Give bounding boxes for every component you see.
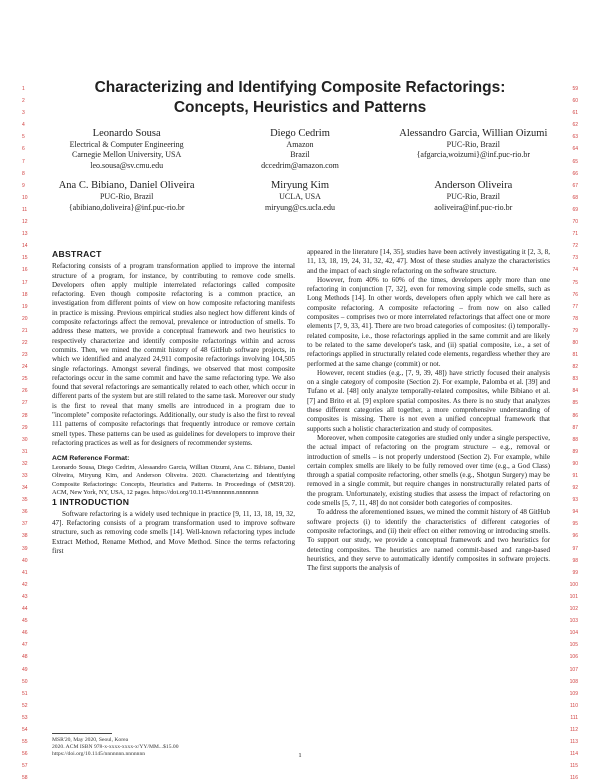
line-number: 47	[22, 642, 28, 649]
introduction-text: Software refactoring is a widely used technique in practice [9, 11, 13, 18, 19, 32, 47]. Refactoring consists of a program transformation used to improve software structure, such as removing code smells [14]. Well-known refactoring types include Extract Method, Rename Method, and Move Method. Since the terms refactoring first	[52, 509, 295, 556]
author-1	[42, 127, 212, 171]
paragraph: To address the aforementioned issues, we mined the commit history of 48 GitHub software projects (i) to identify the characteristics of different categories of composite refactorings, and (ii) their effect on either removing or introducing smells. To support our study, we provide a conceptual framework and two heuristics for detecting composites. The heuristics are named commit-based and range-based heuristics, and they serve to automatically identify composites in software projects. The first supports the analysis of	[307, 508, 550, 573]
line-number: 55	[22, 739, 28, 746]
author-institution: Carnegie Mellon University, USA	[72, 150, 182, 160]
line-number: 35	[22, 497, 28, 504]
author-name: Alessandro Garcia, Willian Oizumi	[399, 128, 548, 139]
line-number: 108	[569, 678, 578, 685]
line-number: 27	[22, 400, 28, 407]
line-number: 68	[572, 194, 578, 201]
line-number: 39	[22, 545, 28, 552]
line-number: 60	[572, 98, 578, 105]
author-4	[42, 179, 212, 213]
line-number: 94	[572, 509, 578, 516]
line-number: 14	[22, 243, 28, 250]
line-number: 48	[22, 654, 28, 661]
line-number: 86	[572, 412, 578, 419]
author-email: dccedrim@amazon.com	[261, 160, 339, 170]
author-institution: PUC-Rio, Brazil	[99, 192, 154, 202]
line-number: 9	[22, 182, 25, 189]
line-number: 42	[22, 581, 28, 588]
author-email: {abibiano,doliveira}@inf.puc-rio.br	[68, 202, 185, 212]
abstract-text: Refactoring consists of a program transformation applied to improve the internal structure of a program, for instance, by contributing to remove code smells. Developers often apply multiple interrelated refactorings called composite refactoring. Even though composite refactoring is a common practice, an investigation from different points of view on how composite refactoring manifests in practice is missing. Previous empirical studies also neglect how different kinds of composite refactorings affect the removal, prevalence or introduction of smells. To address these matters, we provide a conceptual framework and two heuristics to respectively characterize and identify composite refactorings within and across commits. Then, we mined the commit history of 48 GitHub software projects, in which we identified and analyzed 24,911 composite refactorings involving 104,505 single refactorings. Amongst several findings, we observed that most composite refactorings occur in the same commit and have the same refactoring type. We also found that several refactorings are semantically related to each other, which occur in different parts of the system but are still related to the same task. Moreover our study is the first to reveal that many smells are introduced in a program due to "incomplete" composite refactorings. Additionally, our study is also the first to reveal 111 patterns of composite refactorings that frequently introduce or remove certain smell types. These patterns can be used as guidelines for developers to improve their refactoring practices as well as for designers of recommender systems.	[52, 262, 295, 447]
author-name: Leonardo Sousa	[92, 128, 161, 139]
acm-reference-heading: ACM Reference Format:	[52, 455, 130, 463]
paragraph: Moreover, when composite categories are studied only under a single perspective, the actual impact of refactoring on the program structure – e.g., removal or introduction of smells – is not properly understood (Section 2). For example, while certain complex smells are likely to be fully removed over time (e.g., a God Class) through a spatial composite refactoring, other smells (e.g., Shotgun Surgery) may be removed in a single commit, but require changes in nonstructurally related parts of the program. Unfortunately, existing studies that assess the impact of refactoring on code smells [5, 7, 11, 48] do not consider both categories of composites.	[307, 433, 550, 508]
line-number: 79	[572, 327, 578, 334]
line-number: 8	[22, 170, 25, 177]
line-number: 87	[572, 424, 578, 431]
line-number: 95	[572, 521, 578, 528]
line-number: 36	[22, 509, 28, 516]
line-number: 73	[572, 255, 578, 262]
line-number: 109	[569, 690, 578, 697]
introduction-heading: 1 INTRODUCTION	[52, 496, 130, 507]
footnote-divider	[52, 733, 112, 734]
author-name: Anderson Oliveira	[434, 180, 513, 192]
line-number: 33	[22, 473, 28, 479]
author-email: {afgarcia,woizumi}@inf.puc-rio.br	[416, 150, 531, 160]
line-number: 80	[572, 339, 578, 346]
line-number: 77	[572, 303, 578, 310]
paragraph: However, from 40% to 60% of the times, developers apply more than one refactoring in conjunction [7, 32], even for removing simple code smells, such as Long Methods [14]. In other words, developers often apply which we call here as composite refactoring. A composite refactoring – from now on also called composites – comprises two or more interrelated refactorings that affect one or more elements [7, 9, 33, 41]. There are two broad categories of composites: (i) temporally-related composite, i.e., those refactorings applied in the same commit and are likely to be related to the same developer's task, and (ii) spatial composite, i.e., a set of refactorings applied in structurally related code elements, regardless whether they are performed at the same change (commit) or not.	[307, 275, 550, 368]
line-number: 85	[572, 400, 578, 407]
author-dept: Electrical & Computer Engineering	[69, 140, 184, 149]
line-number: 61	[572, 110, 578, 117]
line-number: 20	[22, 315, 28, 322]
abstract-heading: ABSTRACT	[52, 249, 102, 259]
line-number: 93	[572, 497, 578, 504]
author-name: Ana C. Bibiano, Daniel Oliveira	[58, 180, 195, 192]
author-country: Brazil	[290, 150, 310, 160]
line-number: 12	[22, 219, 28, 226]
line-number: 30	[22, 436, 28, 443]
line-number: 3	[22, 110, 25, 117]
line-number: 59	[572, 86, 578, 92]
author-row-2	[40, 179, 560, 213]
line-number: 51	[22, 690, 28, 697]
line-number: 56	[22, 751, 28, 758]
line-number: 105	[569, 642, 578, 649]
line-number: 106	[569, 654, 578, 661]
left-column	[52, 250, 295, 556]
line-number: 78	[572, 315, 578, 322]
line-number: 15	[22, 255, 28, 262]
author-institution: UCLA, USA	[279, 192, 321, 202]
line-number: 58	[22, 775, 28, 782]
line-number: 102	[569, 606, 578, 613]
footnote-line: MSR'20, May 2020, Seoul, Korea	[52, 737, 129, 743]
line-number: 116	[570, 775, 578, 782]
line-number: 83	[572, 376, 578, 383]
line-number: 75	[572, 279, 578, 286]
line-numbers-left	[22, 83, 40, 784]
line-numbers-right	[560, 83, 578, 784]
line-number: 22	[22, 339, 28, 346]
line-number: 53	[22, 714, 28, 721]
line-number: 13	[22, 231, 28, 238]
line-number: 72	[572, 243, 578, 250]
line-number: 7	[22, 158, 25, 165]
line-number: 104	[569, 630, 578, 637]
line-number: 11	[22, 206, 28, 213]
line-number: 40	[22, 557, 28, 564]
line-number: 5	[22, 134, 25, 141]
line-number: 97	[572, 545, 578, 552]
paragraph: appeared in the literature [14, 35], studies have been actively investigating it [2, 3, 8, 11, 13, 18, 19, 24, 31, 32, 42, 47]. Most of these studies analyze the characteristics and the impact of each single refactoring on the software structure.	[307, 248, 550, 275]
line-number: 64	[572, 146, 578, 153]
line-number: 29	[22, 424, 28, 431]
line-number: 24	[22, 364, 28, 371]
page-number: 1	[298, 752, 302, 759]
line-number: 71	[572, 231, 578, 238]
line-number: 41	[22, 569, 28, 576]
line-number: 66	[572, 170, 578, 177]
line-number: 46	[22, 630, 28, 637]
line-number: 37	[22, 521, 28, 528]
footnote-line: https://doi.org/10.1145/nnnnnnn.nnnnnnn	[52, 751, 146, 758]
footnote-line: 2020. ACM ISBN 978-x-xxxx-xxxx-x/YY/MM...$15.00	[52, 744, 179, 751]
line-number: 92	[572, 485, 578, 492]
line-number: 31	[22, 448, 28, 455]
line-number: 82	[572, 364, 578, 371]
line-number: 50	[22, 678, 28, 685]
line-number: 49	[22, 666, 28, 673]
line-number: 23	[22, 352, 28, 359]
author-institution: PUC-Rio, Brazil	[446, 192, 500, 202]
line-number: 17	[22, 279, 28, 286]
author-name: Miryung Kim	[270, 180, 329, 192]
line-number: 4	[22, 122, 25, 129]
line-number: 67	[572, 182, 578, 189]
author-row-1	[40, 127, 560, 171]
line-number: 101	[569, 593, 578, 600]
line-number: 43	[22, 593, 28, 600]
line-number: 84	[572, 388, 578, 395]
line-number: 10	[22, 194, 28, 201]
author-name: Diego Cedrim	[270, 128, 330, 139]
line-number: 113	[570, 739, 578, 746]
author-email: leo.sousa@sv.cmu.edu	[90, 160, 164, 170]
line-number: 99	[572, 569, 578, 576]
line-number: 70	[572, 219, 578, 226]
line-number: 100	[569, 581, 578, 588]
line-number: 54	[22, 726, 28, 733]
line-number: 1	[22, 86, 25, 92]
line-number: 96	[572, 533, 578, 540]
line-number: 88	[572, 436, 578, 443]
line-number: 89	[572, 448, 578, 455]
line-number: 16	[22, 267, 28, 274]
line-number: 45	[22, 618, 28, 625]
author-5	[215, 179, 385, 213]
author-2	[215, 127, 385, 171]
line-number: 52	[22, 702, 28, 709]
line-number: 21	[22, 327, 28, 334]
line-number: 18	[22, 291, 28, 298]
line-number: 19	[22, 303, 28, 310]
line-number: 44	[22, 606, 28, 613]
line-number: 81	[572, 352, 578, 359]
line-number: 6	[22, 146, 25, 153]
line-number: 2	[22, 98, 25, 105]
author-institution: Amazon	[286, 140, 314, 149]
line-number: 34	[22, 485, 28, 492]
line-number: 65	[572, 158, 578, 165]
author-email: aoliveira@inf.puc-rio.br	[434, 202, 513, 212]
line-number: 112	[570, 726, 578, 733]
line-number: 26	[22, 388, 28, 395]
line-number: 62	[572, 122, 578, 129]
line-number: 25	[22, 376, 28, 383]
line-number: 76	[572, 291, 578, 298]
line-number: 32	[22, 460, 28, 467]
author-institution: PUC-Rio, Brazil	[446, 140, 500, 149]
line-number: 28	[22, 412, 28, 419]
author-email: miryung@cs.ucla.edu	[264, 202, 335, 212]
line-number: 103	[569, 618, 578, 625]
author-3	[388, 127, 558, 171]
line-number: 111	[570, 714, 578, 721]
line-number: 69	[572, 206, 578, 213]
line-number: 38	[22, 533, 28, 540]
acm-reference-text: Leonardo Sousa, Diego Cedrim, Alessandro Garcia, Willian Oizumi, Ana C. Bibiano, Daniel Oliveira, Miryung Kim, and Anderson Oliveira. 2020. Characterizing and Identifying Composite Refactorings: Concepts, Heuristics and Patterns. In Proceedings of (MSR'20). ACM, New York, NY, USA, 12 pages. https://doi.org/10.1145/nnnnnnn.nnnnnnn	[52, 463, 295, 497]
line-number: 98	[572, 557, 578, 564]
line-number: 114	[570, 751, 578, 758]
author-block	[40, 127, 560, 221]
line-number: 57	[22, 763, 28, 770]
line-number: 63	[572, 134, 578, 141]
line-number: 115	[570, 763, 578, 770]
right-column	[307, 248, 550, 573]
line-number: 74	[572, 267, 578, 274]
paragraph: However, recent studies (e.g., [7, 9, 39, 48]) have strictly focused their analysis on a single category of composite (Section 2). For example, Palomba et al. [39] and Tufano et al. [48] only analyze temporally-related composites, while Bibiano et al. [7] and Brito et al. [9] explore spatial composites. As there is no study that analyzes these different categories all together, a more comprehensive understanding of composites is missing. There is not even a unified conceptual framework that supports such a holistic characterization and study of composites.	[307, 368, 550, 433]
line-number: 91	[572, 473, 578, 479]
line-number: 110	[570, 702, 578, 709]
line-number: 90	[572, 460, 578, 467]
paper-title: Characterizing and Identifying Composite Refactorings: Concepts, Heuristics and Patterns	[94, 79, 506, 116]
line-number: 107	[569, 666, 578, 673]
author-6	[388, 179, 558, 213]
